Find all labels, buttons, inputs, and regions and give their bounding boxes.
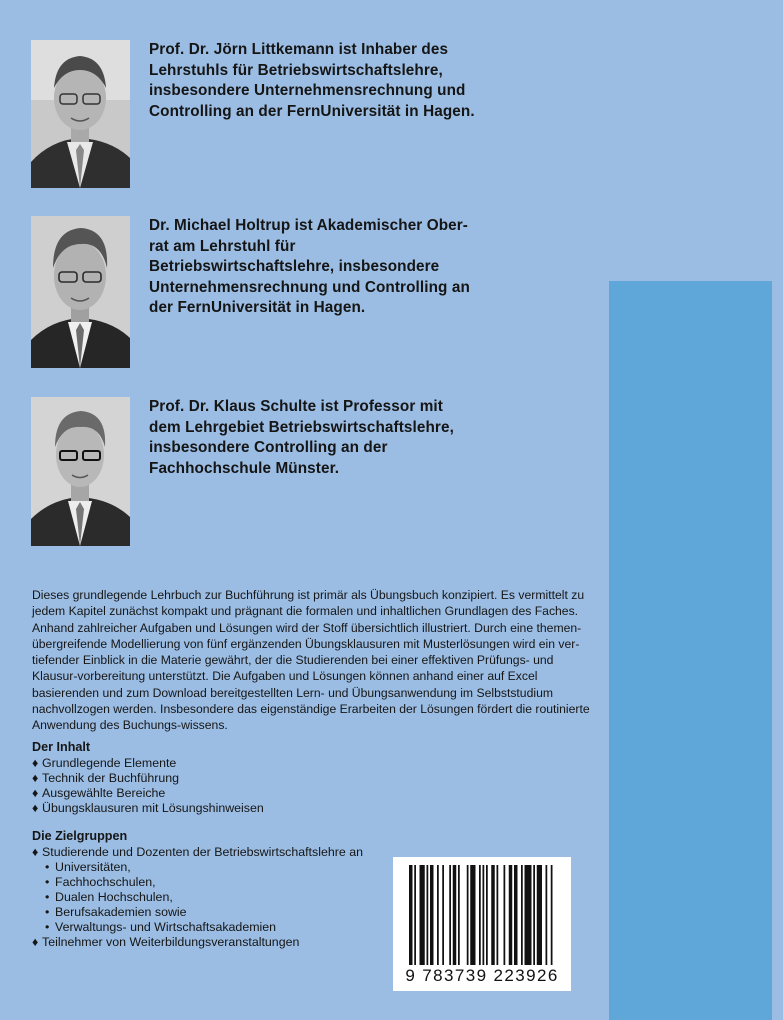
barcode-bar xyxy=(453,865,457,965)
author-photo xyxy=(31,216,130,368)
list-item: ♦ Grundlegende Elemente xyxy=(32,756,177,770)
diamond-bullet-icon: ♦ xyxy=(32,845,39,859)
list-item: ♦ Teilnehmer von Weiterbildungsveranstaltungen xyxy=(32,935,300,949)
barcode-bar xyxy=(525,865,532,965)
author-bio: Prof. Dr. Jörn Littkemann ist Inhaber des Lehrstuhls für Betriebswirtschaftslehre, insbesondere Unternehmensrechnung und Controlling an der FernUniversität in Hagen. xyxy=(149,41,475,120)
list-subitem: • Universitäten, xyxy=(45,860,131,874)
book-description: Dieses grundlegende Lehrbuch zur Buchführung ist primär als Übungsbuch konzipiert. Es vermittelt zu jedem Kapitel zunächst kompakt und prägnant die formalen und inhaltlichen Grundlagen des Faches. Anhand zahlreicher Aufgaben und Lösungen wird der Stoff übersichtlich illustriert. Durch eine themen-übergreifende Modellierung von fünf ergänzenden Übungsklausuren mit Musterlösungen wird ein ver-tiefender Einblick in die Materie gewährt, der die Studierenden bei einer effektiven Prüfungs- und Klausur-vorbereitung unterstützt. Die Aufgaben und Lösungen können anhand einer auf Excel basierenden und zum Download bereitgestellten Lern- und Übungsanwendung im Selbststudium nachvollzogen werden. Insbesondere das eigenständige Erarbeiten der Lösungen fördert die routinierte Anwendung des Buchungs-wissens. xyxy=(32,588,590,733)
barcode-bar xyxy=(420,865,425,965)
barcode-bar xyxy=(521,865,523,965)
barcode-bar xyxy=(479,865,481,965)
diamond-bullet-icon: ♦ xyxy=(32,786,39,800)
diamond-bullet-icon: ♦ xyxy=(32,935,39,949)
list-subitem: • Berufsakademien sowie xyxy=(45,905,187,919)
dot-bullet-icon: • xyxy=(45,920,50,934)
spine-color-band xyxy=(609,281,772,1020)
barcode-bar xyxy=(504,865,506,965)
isbn-digits: 9 783739 223926 xyxy=(405,966,559,985)
list-subitem: • Fachhochschulen, xyxy=(45,875,156,889)
target-groups-list xyxy=(32,845,363,950)
author-bio: Prof. Dr. Klaus Schulte ist Professor mit dem Lehrgebiet Betriebswirtschaftslehre, insbesondere Controlling an der Fachhochschule Münster. xyxy=(149,398,454,477)
target-groups-heading: Die Zielgruppen xyxy=(32,829,128,843)
barcode-bar xyxy=(409,865,413,965)
dot-bullet-icon: • xyxy=(45,860,50,874)
barcode-bar xyxy=(514,865,518,965)
list-subitem: • Dualen Hochschulen, xyxy=(45,890,173,904)
barcode-bar xyxy=(537,865,542,965)
barcode-bar xyxy=(491,865,495,965)
diamond-bullet-icon: ♦ xyxy=(32,756,39,770)
author-bio: Dr. Michael Holtrup ist Akademischer Ober-rat am Lehrstuhl für Betriebswirtschaftslehre, insbesondere Unternehmensrechnung und Controlling an der FernUniversität in Hagen. xyxy=(149,217,470,316)
barcode-bar xyxy=(430,865,434,965)
author-photo xyxy=(31,40,130,188)
list-item: ♦ Ausgewählte Bereiche xyxy=(32,786,166,800)
diamond-bullet-icon: ♦ xyxy=(32,771,39,785)
barcode-bar xyxy=(486,865,488,965)
target-groups-section xyxy=(32,829,363,950)
author-photo xyxy=(31,397,130,546)
barcode-bar xyxy=(437,865,439,965)
dot-bullet-icon: • xyxy=(45,905,50,919)
contents-list xyxy=(32,756,264,816)
isbn-barcode xyxy=(393,857,571,991)
barcode-bar xyxy=(470,865,475,965)
barcode-bar xyxy=(427,865,429,965)
barcode-bar xyxy=(449,865,451,965)
barcode-bar xyxy=(458,865,460,965)
list-item: ♦ Technik der Buchführung xyxy=(32,771,180,785)
contents-heading: Der Inhalt xyxy=(32,740,91,754)
barcode-bar xyxy=(442,865,444,965)
dot-bullet-icon: • xyxy=(45,890,50,904)
barcode-bar xyxy=(497,865,499,965)
barcode-bar xyxy=(551,865,553,965)
barcode-bar xyxy=(546,865,548,965)
list-item: ♦ Übungsklausuren mit Lösungshinweisen xyxy=(32,801,264,815)
dot-bullet-icon: • xyxy=(45,875,50,889)
barcode-bar xyxy=(533,865,535,965)
contents-section xyxy=(32,740,264,816)
list-item: ♦ Studierende und Dozenten der Betriebswirtschaftslehre an xyxy=(32,845,363,859)
barcode-bar xyxy=(509,865,513,965)
barcode-bar xyxy=(483,865,485,965)
diamond-bullet-icon: ♦ xyxy=(32,801,39,815)
barcode-bars xyxy=(409,865,555,965)
list-subitem: • Verwaltungs- und Wirtschaftsakademien xyxy=(45,920,277,934)
barcode-bar xyxy=(467,865,469,965)
barcode-bar xyxy=(414,865,416,965)
